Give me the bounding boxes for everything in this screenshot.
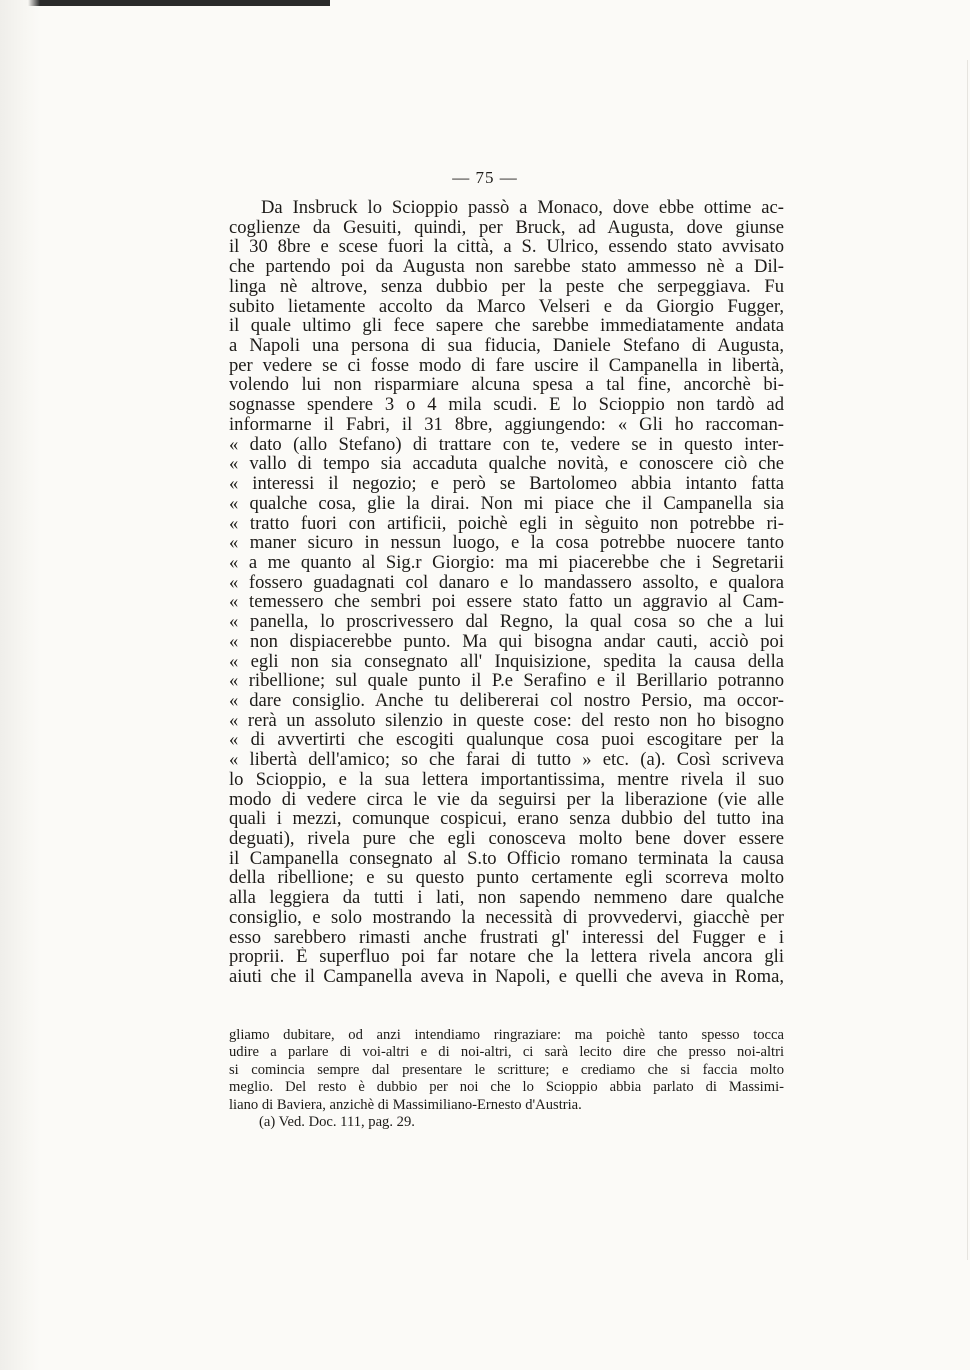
body-line: informarne il Fabri, il 31 8bre, aggiungendo: « Gli ho raccoman- (229, 414, 784, 435)
body-line: « libertà dell'amico; so che farai di tutto » etc. (a). Così scriveva (229, 750, 784, 770)
body-line: « tratto fuori con artificii, poichè egli in sèguito non potrebbe ri- (229, 513, 784, 534)
body-line: « panella, lo proscrivessero dal Regno, la qual cosa so che a lui (229, 612, 784, 632)
body-line: « temessero che sembri poi essere stato fatto un aggravio al Cam- (229, 592, 784, 613)
body-text (229, 198, 784, 987)
body-line: « interessi il negozio; e però se Bartolomeo abbia intanto fatta (229, 474, 784, 494)
body-line: alla leggiera da tutti i lati, non sapendo nemmeno dare qualche (229, 888, 784, 908)
body-line: « non dispiacerebbe punto. Ma qui bisogna andar cauti, acciò poi (229, 631, 784, 652)
body-line: subito lietamente accolto da Marco Velseri e da Giorgio Fugger, (229, 296, 784, 317)
body-line: « rerà un assoluto silenzio in queste cose: del resto non ho bisogno (229, 710, 784, 731)
body-line: esso sarebbero rimasti anche frustrati gl' interessi del Fugger e i (229, 927, 784, 948)
footnotes (229, 1027, 784, 1131)
footnote-line: udire a parlare di voi-altri e di noi-altri, ci sarà lecito dire che presso noi-altri (229, 1044, 784, 1061)
body-line: coglienze da Gesuiti, quindi, per Bruck, ad Augusta, dove giunse (229, 217, 784, 238)
body-line: sognasse spendere 3 o 4 mila scudi. E lo Scioppio non tardò ad (229, 395, 784, 415)
body-line: linga nè altrove, senza dubbio per la peste che serpeggiava. Fu (229, 276, 784, 297)
body-line: il Campanella consegnato al S.to Officio romano terminata la causa (229, 848, 784, 869)
body-line: « fossero guadagnati col danaro e lo mandassero assolto, e qualora (229, 572, 784, 593)
body-line: proprii. È superfluo poi far notare che la lettera rivela ancora gli (229, 947, 784, 968)
body-line: a Napoli una persona di sua fiducia, Daniele Stefano di Augusta, (229, 336, 784, 356)
footnote-line: si comincia sempre dal presentare le scritture; e crediamo che si faccia molto (229, 1061, 784, 1078)
body-line: « a me quanto al Sig.r Giorgio: ma mi piacerebbe che i Segretarii (229, 552, 784, 573)
footnote-line: liano di Baviera, anzichè di Massimiliano-Ernesto d'Austria. (229, 1096, 582, 1113)
scan-edge-top (0, 0, 330, 6)
footnote-line: meglio. Del resto è dubbio per noi che lo Scioppio abbia parlato di Massimi- (229, 1079, 784, 1096)
body-line: « dato (allo Stefano) di trattare con te, vedere se in questo inter- (229, 434, 784, 455)
body-line: « ribellione; sul quale punto il P.e Serafino e il Berillario potranno (229, 671, 784, 691)
body-line: « egli non sia consegnato all' Inquisizione, spedita la causa della (229, 651, 784, 672)
body-line: lo Scioppio, e la sua lettera importantissima, mentre rivela il suo (229, 769, 784, 790)
body-line: « dare consiglio. Anche tu delibererai col nostro Persio, ma occor- (229, 690, 784, 711)
footnote-reference: (a) Ved. Doc. 111, pag. 29. (259, 1113, 415, 1130)
page-number: — 75 — (452, 168, 518, 187)
body-line: deguati), rivela pure che egli conosceva molto bene dover essere (229, 829, 784, 849)
body-line: « qualche cosa, glie la dirai. Non mi piace che il Campanella sia (229, 493, 784, 514)
body-line: per vedere se ci fosse modo di fare uscire il Campanella in libertà, (229, 355, 784, 376)
body-line: volendo lui non risparmiare alcuna spesa a tal fine, ancorchè bi- (229, 375, 784, 396)
body-line: che partendo poi da Augusta non sarebbe stato ammesso nè a Dil- (229, 257, 784, 277)
scan-edge-right (967, 60, 968, 1260)
body-line: consiglio, e solo mostrando la necessità di provvedervi, giacchè per (229, 907, 784, 928)
body-line: il quale ultimo gli fece sapere che sarebbe immediatamente andata (229, 316, 784, 337)
body-line: aiuti che il Campanella aveva in Napoli, e quelli che aveva in Roma, (229, 967, 784, 987)
body-line: quali i mezzi, comunque cospicui, erano senza dubbio del tutto ina (229, 809, 784, 829)
body-line: « maner sicuro in nessun luogo, e la cosa potrebbe nuocere tanto (229, 533, 784, 553)
body-line: il 30 8bre e scese fuori la città, a S. Ulrico, essendo stato avvisato (229, 237, 784, 258)
footnote-line: gliamo dubitare, od anzi intendiamo ringraziare: ma poichè tanto spesso tocca (229, 1027, 784, 1043)
scan-edge-left (0, 0, 40, 1370)
body-line: « di avvertirti che escogiti qualunque cosa puoi escogitare per la (229, 730, 784, 751)
body-line: modo di vedere circa le vie da seguirsi per la liberazione (vie alle (229, 789, 784, 810)
body-line: Da Insbruck lo Scioppio passò a Monaco, dove ebbe ottime ac- (261, 198, 784, 218)
body-line: « vallo di tempo sia accaduta qualche novità, e conoscere ciò che (229, 454, 784, 475)
body-line: della ribellione; e su questo punto certamente egli scorreva molto (229, 868, 784, 889)
